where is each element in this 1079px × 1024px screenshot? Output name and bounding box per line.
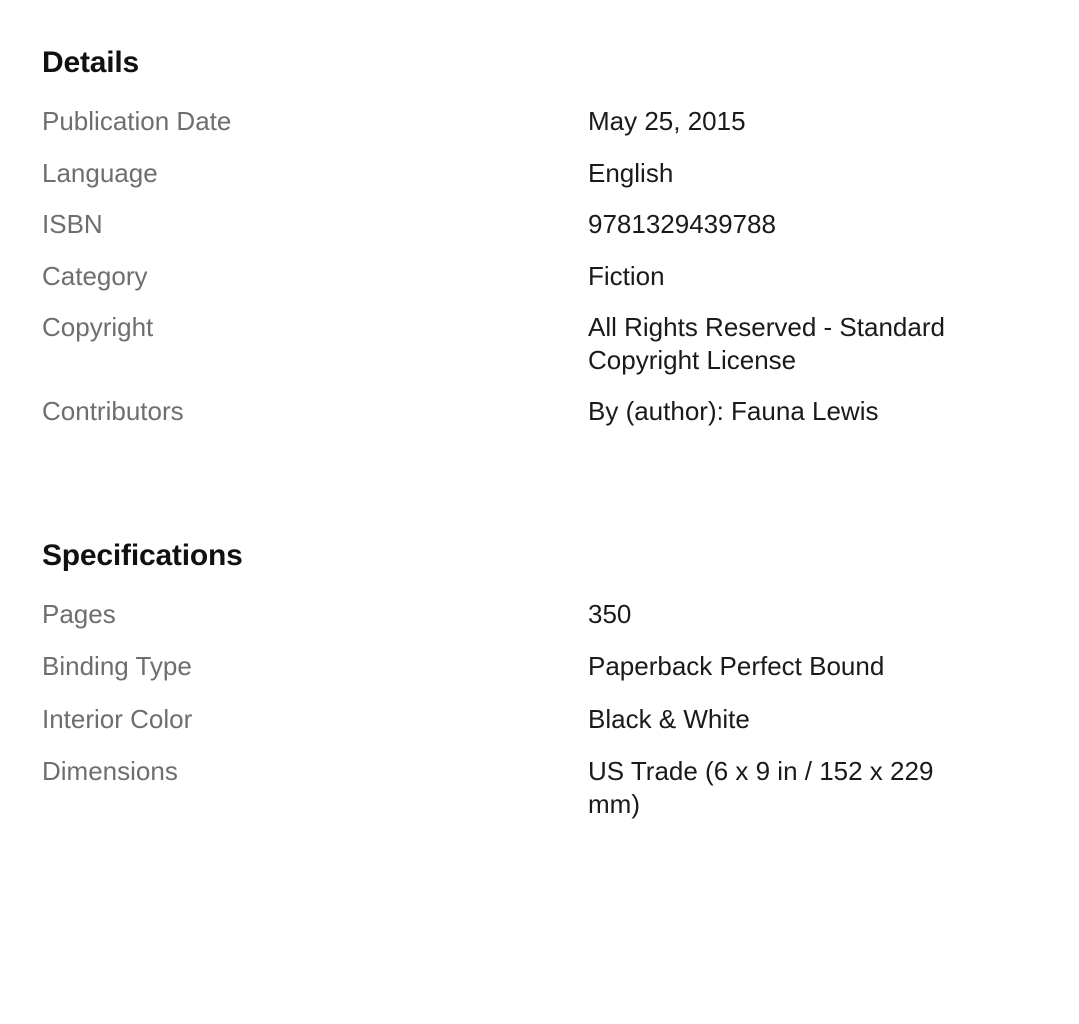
details-heading: Details	[42, 46, 139, 79]
detail-row-category	[42, 260, 1039, 293]
specifications-heading: Specifications	[42, 538, 243, 572]
spec-row-binding-type	[42, 650, 1039, 683]
detail-value-isbn: 9781329439788	[588, 209, 776, 239]
details-section	[42, 46, 1039, 428]
spec-value-interior-color: Black & White	[588, 703, 750, 734]
spec-label-pages: Pages	[42, 598, 116, 629]
detail-value-contributors: By (author): Fauna Lewis	[588, 396, 879, 426]
spec-value-dimensions: US Trade (6 x 9 in / 152 x 229 mm)	[588, 756, 934, 819]
detail-row-publication-date	[42, 105, 1039, 138]
detail-row-language	[42, 157, 1039, 190]
spec-value-binding-type: Paperback Perfect Bound	[588, 651, 885, 681]
spec-label-binding-type: Binding Type	[42, 651, 192, 681]
detail-label-contributors: Contributors	[42, 396, 184, 426]
detail-row-contributors	[42, 395, 1039, 428]
spec-label-dimensions: Dimensions	[42, 756, 178, 786]
detail-label-copyright: Copyright	[42, 312, 154, 342]
details-list	[42, 105, 1039, 428]
detail-label-category: Category	[42, 260, 148, 291]
spec-label-interior-color: Interior Color	[42, 703, 193, 734]
spec-row-dimensions	[42, 755, 1039, 820]
detail-value-language: English	[588, 157, 674, 188]
specifications-section	[42, 539, 1039, 821]
spec-row-interior-color	[42, 703, 1039, 736]
specifications-list	[42, 598, 1039, 821]
detail-label-isbn: ISBN	[42, 209, 103, 239]
detail-row-copyright	[42, 311, 1039, 376]
detail-value-copyright: All Rights Reserved - Standard Copyright License	[588, 312, 945, 375]
spec-value-pages: 350	[588, 598, 632, 629]
detail-label-publication-date: Publication Date	[42, 106, 232, 136]
detail-value-publication-date: May 25, 2015	[588, 106, 746, 136]
detail-value-category: Fiction	[588, 260, 665, 291]
spec-row-pages	[42, 598, 1039, 631]
detail-row-isbn	[42, 208, 1039, 241]
section-spacer	[42, 447, 1039, 539]
detail-label-language: Language	[42, 157, 158, 188]
